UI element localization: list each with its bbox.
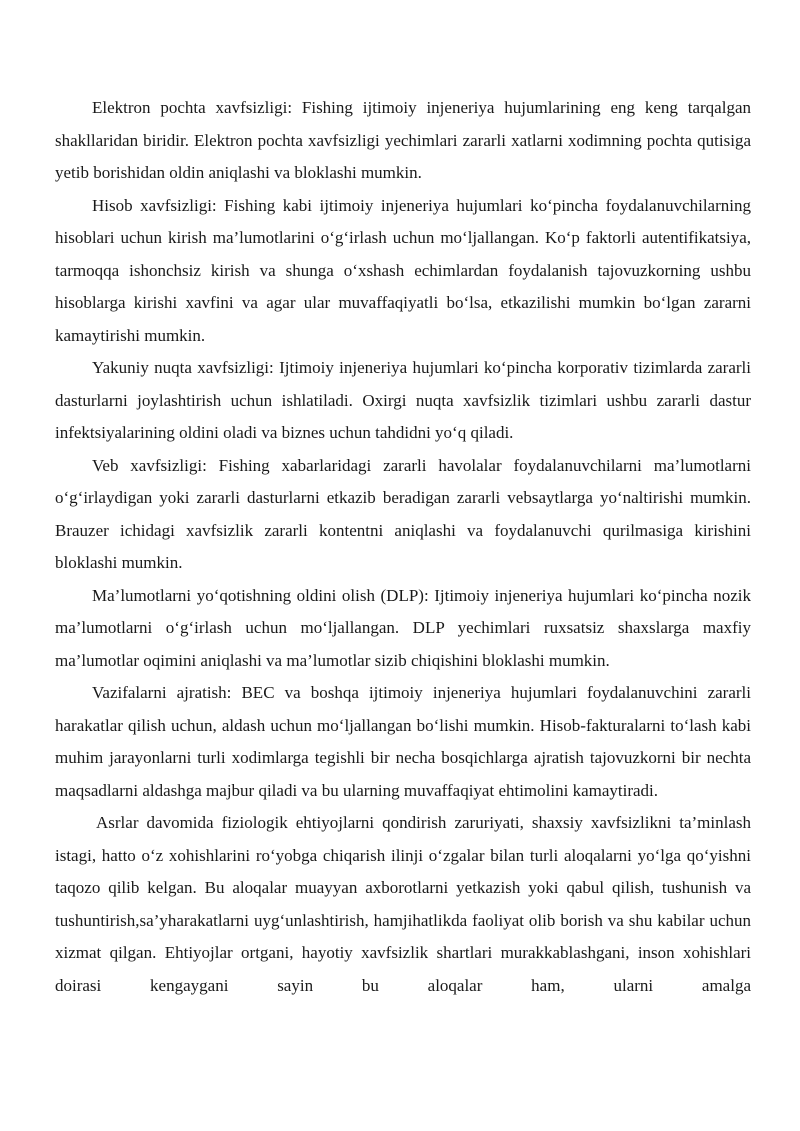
paragraph-communication-history: Asrlar davomida fiziologik ehtiyojlarni qondirish zaruriyati, shaxsiy xavfsizlikni ta’minlash istagi, hatto o‘z xohishlarini ro‘yobga chiqarish ilinji o‘zgalar bilan turli aloqalarni yo‘lga qo‘yishni taqozo qilib kelgan. Bu aloqalar muayyan axborotlarni yetkazish yoki qabul qilish, tushunish va tushuntirish,sa’yharakatlarni uyg‘unlashtirish, hamjihatlikda faoliyat olib borish va shu kabilar uchun xizmat qilgan. Ehtiyojlar ortgani, hayotiy xavfsizlik shartlari murakkablashgani, inson xohishlari doirasi kengaygani sayin bu aloqalar ham, ularni amalga [55, 813, 751, 995]
paragraph-account-security: Hisob xavfsizligi: Fishing kabi ijtimoiy injeneriya hujumlari ko‘pincha foydalanuvchilarning hisoblari uchun kirish ma’lumotlarini o‘g‘irlash uchun mo‘ljallangan. Ko‘p faktorli autentifikatsiya, tarmoqqa ishonchsiz kirish va shunga o‘xshash echimlardan foydalanish tajovuzkorning ushbu hisoblarga kirishi xavfini va agar ular muvaffaqiyatli bo‘lsa, etkazilishi mumkin bo‘lgan zararni kamaytirishi mumkin. [55, 195, 751, 345]
paragraph-email-security: Elektron pochta xavfsizligi: Fishing ijtimoiy injeneriya hujumlarining eng keng tarqalgan shakllaridan biridir. Elektron pochta xavfsizligi yechimlari zararli xatlarni xodimning pochta qutisiga yetib borishidan oldin aniqlashi va bloklashi mumkin. [55, 98, 751, 182]
paragraph-separation-of-duties: Vazifalarni ajratish: BEC va boshqa ijtimoiy injeneriya hujumlari foydalanuvchini zararli harakatlar qilish uchun, aldash uchun mo‘ljallangan bo‘lishi mumkin. Hisob-fakturalarni to‘lash kabi muhim jarayonlarni turli xodimlarga tegishli bir necha bosqichlarga ajratish tajovuzkorni bir nechta maqsadlarni aldashga majbur qiladi va bu ularning muvaffaqiyat ehtimolini kamaytiradi. [55, 683, 751, 800]
paragraph-web-security: Veb xavfsizligi: Fishing xabarlaridagi zararli havolalar foydalanuvchilarni ma’lumotlarni o‘g‘irlaydigan yoki zararli dasturlarni etkazib beradigan zararli vebsaytlarga yo‘naltirishi mumkin. Brauzer ichidagi xavfsizlik zararli kontentni aniqlashi va foydalanuvchi qurilmasiga kirishini bloklashi mumkin. [55, 455, 751, 572]
paragraph-endpoint-security: Yakuniy nuqta xavfsizligi: Ijtimoiy injeneriya hujumlari ko‘pincha korporativ tizimlarda zararli dasturlarni joylashtirish uchun ishlatiladi. Oxirgi nuqta xavfsizlik tizimlari ushbu zararli dastur infektsiyalarining oldini oladi va biznes uchun tahdidni yo‘q qiladi. [55, 358, 751, 442]
paragraph-data-loss-prevention: Ma’lumotlarni yo‘qotishning oldini olish (DLP): Ijtimoiy injeneriya hujumlari ko‘pincha nozik ma’lumotlarni o‘g‘irlash uchun mo‘ljallangan. DLP yechimlari ruxsatsiz shaxslarga maxfiy ma’lumotlar oqimini aniqlashi va ma’lumotlar sizib chiqishini bloklashi mumkin. [55, 585, 751, 670]
document-page [55, 92, 751, 1002]
